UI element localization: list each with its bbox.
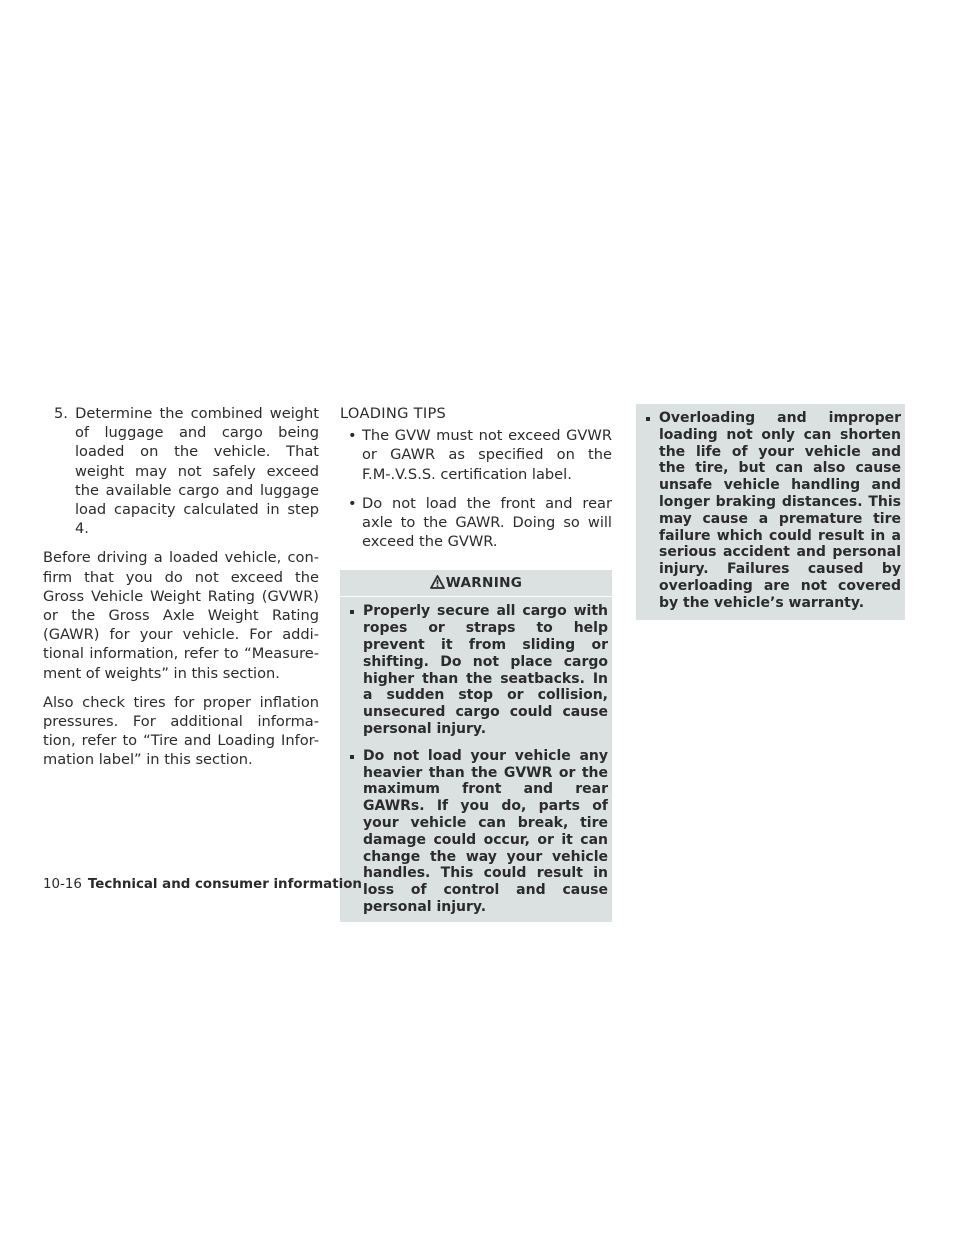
tip-text: The GVW must not exceed GVWR or GAWR as specified on the F.M-.V.S.S. certification label. <box>362 427 612 483</box>
loading-tips-list <box>340 426 612 551</box>
column-right <box>636 404 905 620</box>
warning-list-continued <box>640 410 901 612</box>
warning-text: Do not load your vehicle any heavier than the GVWR or the maximum front and rear GAWRs. If you do, parts of your vehicle can break, tire damage could occur, or it can change the way your vehicle handles. This could result in loss of control and cause personal injury. <box>363 747 608 915</box>
warning-box-continued <box>636 404 905 620</box>
square-bullet <box>646 417 650 421</box>
paragraph-gvwr: Before driving a loaded vehicle, con-firm that you do not exceed the Gross Vehicle Weight Rating (GVWR) or the Gross Axle Weight Rating (GAWR) for your vehicle. For addi-tional information, refer to “Measure-ment of weights” in this section. <box>43 549 319 682</box>
warning-item <box>640 410 901 612</box>
warning-text: Overloading and improper loading not only can shorten the life of your vehicle and the tire, but can also cause unsafe vehicle handling and longer braking distances. This may cause a premature tire failure which could result in a serious accident and personal injury. Failures caused by overloading are not covered by the vehicle’s warranty. <box>659 410 901 611</box>
paragraph-inflation: Also check tires for proper inflation pressures. For additional informa-tion, refer to “Tire and Loading Infor-mation label” in this section. <box>43 693 319 769</box>
list-item <box>340 426 612 484</box>
bullet: • <box>348 427 357 445</box>
warning-triangle-icon <box>430 575 445 589</box>
warning-box <box>340 570 612 921</box>
warning-title: WARNING <box>445 575 523 592</box>
tip-text: Do not load the front and rear axle to the GAWR. Doing so will exceed the GVWR. <box>362 494 612 551</box>
column-middle <box>340 404 612 922</box>
warning-list <box>344 603 608 915</box>
column-left <box>43 404 319 780</box>
warning-text: Properly secure all cargo with ropes or straps to help prevent it from sliding or shifting. Do not place cargo higher than the seatbacks. In a sudden stop or collision, unsecured cargo could cause personal injury. <box>363 603 608 737</box>
warning-header <box>340 570 612 597</box>
warning-item <box>344 748 608 916</box>
square-bullet <box>350 610 354 614</box>
footer-section-title: Technical and consumer information <box>87 877 362 892</box>
section-title-loading-tips: LOADING TIPS <box>340 405 447 422</box>
square-bullet <box>350 755 354 759</box>
step-text: Determine the combined weight of luggage and cargo being loaded on the vehicle. That weight may not safely exceed the available cargo and luggage load capacity calculated in step 4. <box>75 405 320 538</box>
bullet: • <box>348 494 357 512</box>
step-5 <box>43 404 319 538</box>
page-footer <box>43 877 362 893</box>
step-number: 5. <box>54 405 68 422</box>
page-number: 10-16 <box>43 877 82 892</box>
warning-item <box>344 603 608 737</box>
list-item <box>340 494 612 552</box>
